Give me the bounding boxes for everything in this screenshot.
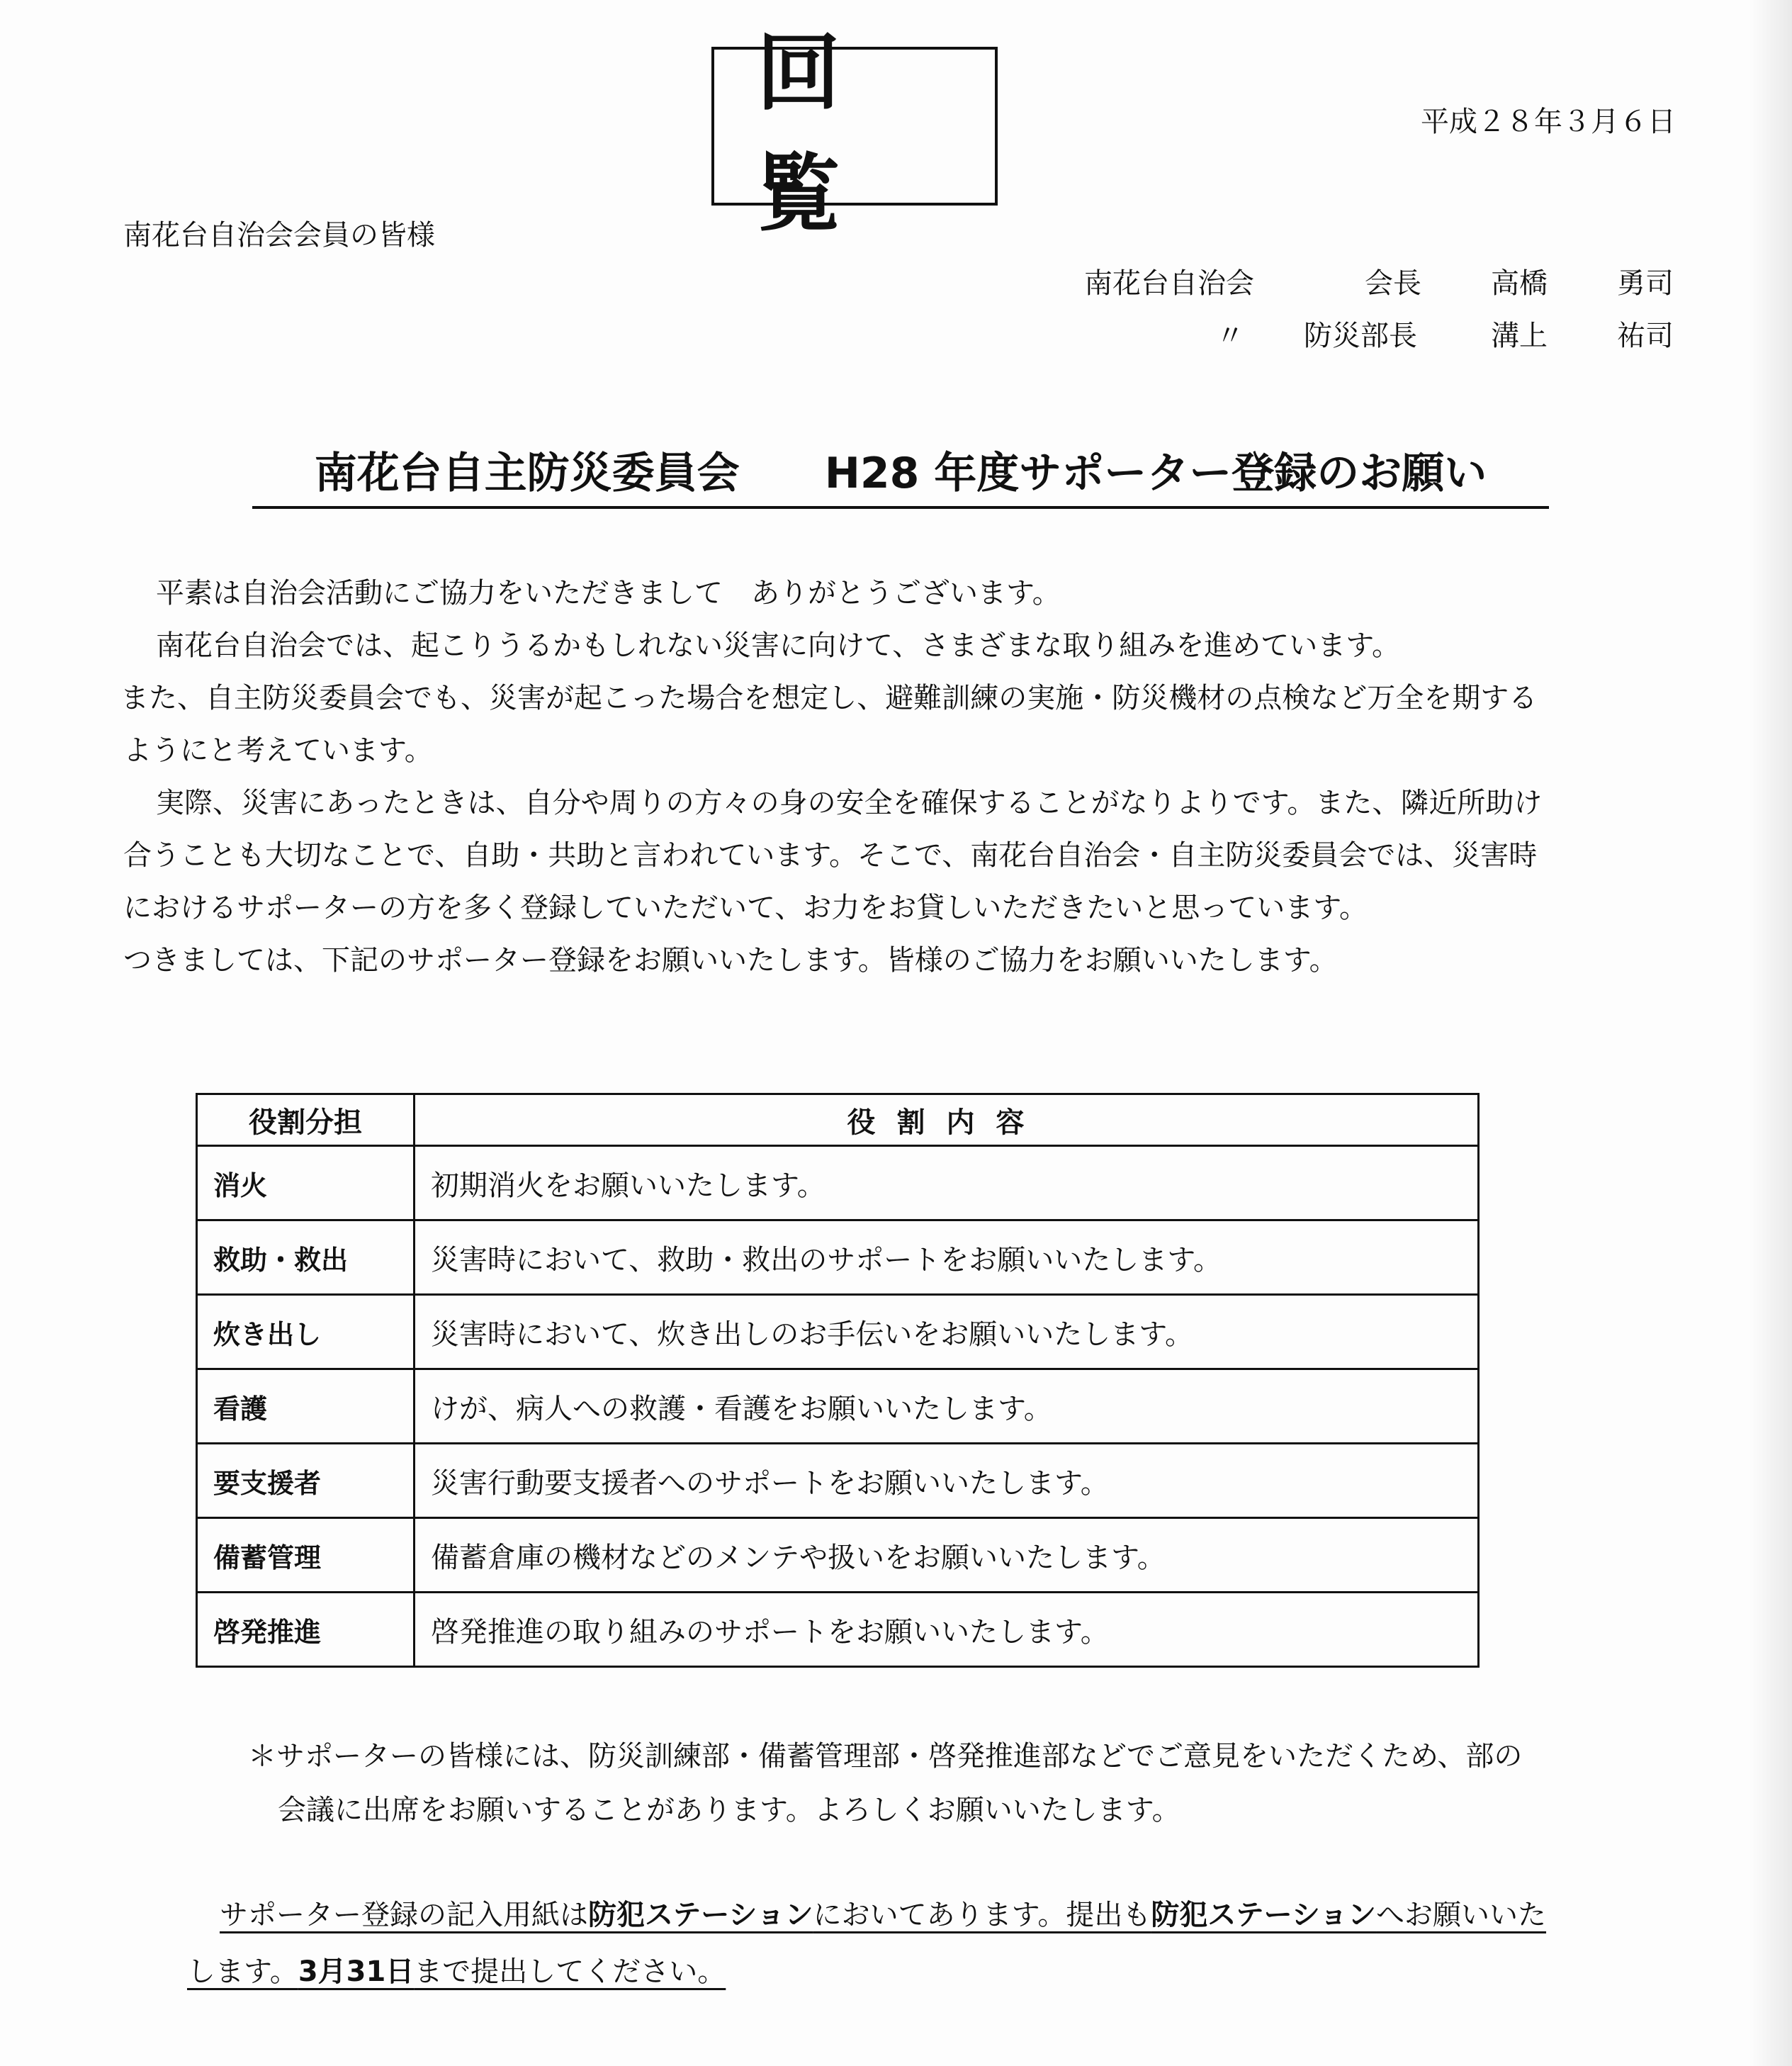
instr-text: まで提出してください。 — [414, 1955, 726, 1988]
sender-name-1-given: 勇司 — [1617, 267, 1674, 300]
sender-name-2-given: 祐司 — [1617, 320, 1674, 352]
role-content: 備蓄倉庫の機材などのメンテや扱いをお願いいたします。 — [415, 1518, 1479, 1593]
instr-text: します。 — [187, 1955, 298, 1988]
header-role: 役割分担 — [197, 1094, 415, 1146]
sender-title-1: 会長 — [1365, 267, 1421, 300]
instr-text: サポーター登録の記入用紙は — [220, 1899, 588, 1931]
role-name: 備蓄管理 — [197, 1518, 415, 1593]
table-row — [197, 1220, 1479, 1295]
role-name: 救助・救出 — [197, 1220, 415, 1295]
title-committee: 南花台自主防災委員会 — [314, 449, 740, 498]
role-name: 啓発推進 — [197, 1593, 415, 1667]
instr-location: 防犯ステーション — [588, 1899, 813, 1931]
role-content: 災害時において、炊き出しのお手伝いをお願いいたします。 — [415, 1295, 1479, 1369]
ditto-mark: 〃 — [1216, 320, 1244, 352]
body-paragraph-3b: ようにと考えています。 — [123, 734, 433, 767]
table-row — [197, 1146, 1479, 1220]
instr-text: へお願いいた — [1376, 1899, 1547, 1931]
table-row — [197, 1295, 1479, 1369]
body-paragraph-3a: また、自主防災委員会でも、災害が起こった場合を想定し、避難訓練の実施・防災機材の点検など万全を期する — [120, 682, 1538, 714]
body-text — [120, 567, 1682, 987]
role-content: けが、病人への救護・看護をお願いいたします。 — [415, 1369, 1479, 1444]
table-header-row — [197, 1094, 1479, 1146]
body-paragraph-4a: 実際、災害にあったときは、自分や周りの方々の身の安全を確保することがなりよりです。また、隣近所助け — [156, 787, 1543, 819]
circular-stamp: 回 覧 — [711, 47, 998, 206]
instr-text: においてあります。提出も — [813, 1899, 1151, 1931]
body-paragraph-4c: におけるサポーターの方を多く登録していただいて、お力をお貸しいただきたいと思っています。 — [123, 892, 1368, 924]
note-line-1: ＊サポーターの皆様には、防災訓練部・備蓄管理部・啓発推進部などでご意見をいただくため、部の — [248, 1740, 1523, 1773]
issue-date: 平成２８年３月６日 — [1421, 106, 1676, 138]
body-paragraph-5: つきましては、下記のサポーター登録をお願いいたします。皆様のご協力をお願いいたします。 — [123, 944, 1338, 977]
table-row — [197, 1518, 1479, 1593]
role-content: 災害時において、救助・救出のサポートをお願いいたします。 — [415, 1220, 1479, 1295]
role-name: 炊き出し — [197, 1295, 415, 1369]
note-line-2: 会議に出席をお願いすることがあります。よろしくお願いいたします。 — [278, 1794, 1180, 1826]
sender-name-1-family: 高橋 — [1491, 267, 1548, 300]
supporter-note — [248, 1729, 1665, 1837]
document-title — [252, 439, 1549, 509]
body-paragraph-1: 平素は自治会活動にご協力をいただきまして ありがとうございます。 — [156, 577, 1061, 610]
role-content: 初期消火をお願いいたします。 — [415, 1146, 1479, 1220]
role-name: 消火 — [197, 1146, 415, 1220]
submission-instructions — [187, 1887, 1689, 2000]
instr-location: 防犯ステーション — [1151, 1899, 1377, 1931]
table-row — [197, 1444, 1479, 1518]
role-name: 要支援者 — [197, 1444, 415, 1518]
instructions-line-1 — [187, 1887, 1689, 1943]
sender-title-2: 防災部長 — [1304, 320, 1417, 352]
scan-edge — [1749, 0, 1792, 2066]
header-content: 役割内容 — [415, 1094, 1479, 1146]
instructions-line-2 — [187, 1943, 1689, 2000]
table-row — [197, 1593, 1479, 1667]
addressee: 南花台自治会会員の皆様 — [123, 219, 435, 252]
role-content: 災害行動要支援者へのサポートをお願いいたします。 — [415, 1444, 1479, 1518]
role-name: 看護 — [197, 1369, 415, 1444]
roles-table — [196, 1093, 1480, 1668]
role-content: 啓発推進の取り組みのサポートをお願いいたします。 — [415, 1593, 1479, 1667]
table-row — [197, 1369, 1479, 1444]
body-paragraph-4b: 合うことも大切なことで、自助・共助と言われています。そこで、南花台自治会・自主防災委員会では、災害時 — [123, 839, 1538, 872]
instr-deadline: 3月31日 — [298, 1955, 415, 1988]
sender-org: 南花台自治会 — [1084, 267, 1254, 300]
body-paragraph-2: 南花台自治会では、起こりうるかもしれない災害に向けて、さまざまな取り組みを進めています。 — [156, 629, 1400, 662]
title-request: H28 年度サポーター登録のお願い — [824, 449, 1487, 498]
sender-name-2-family: 溝上 — [1491, 320, 1548, 352]
